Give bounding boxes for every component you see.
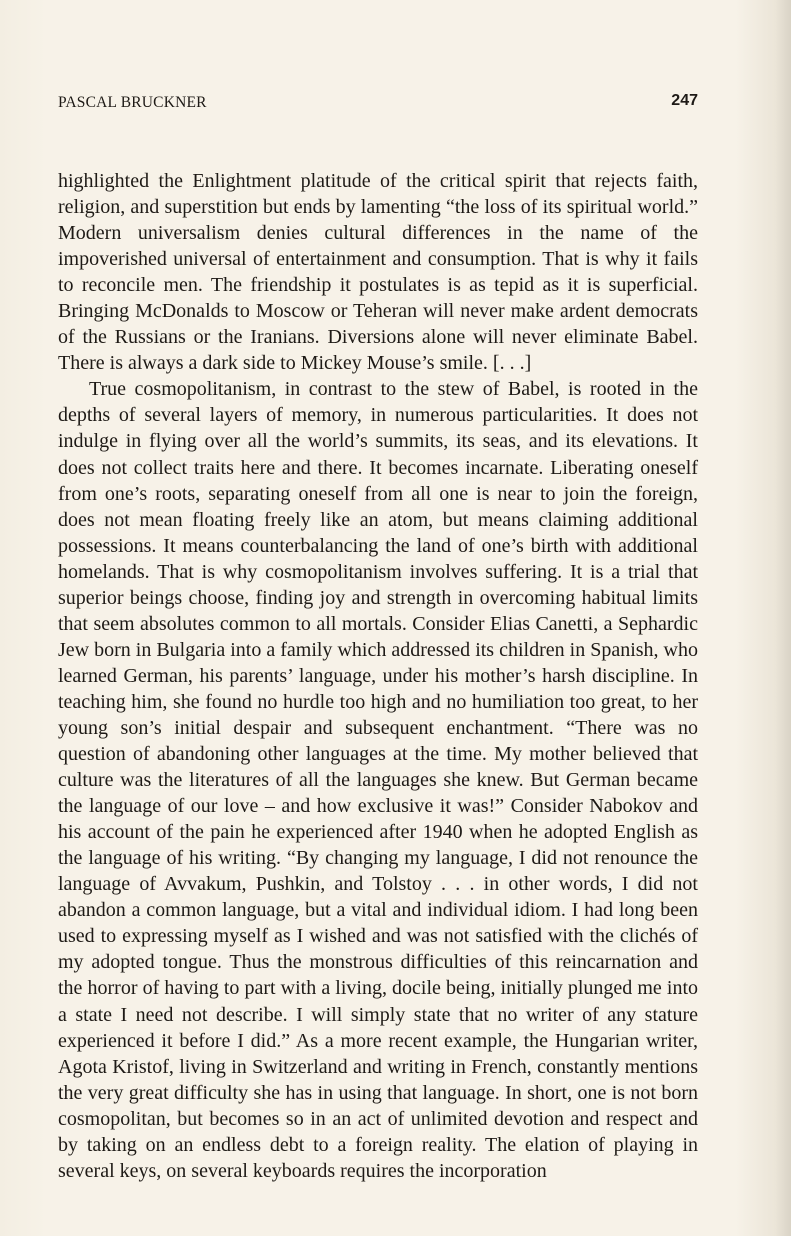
running-head-author: PASCAL BRUCKNER [58, 94, 207, 111]
running-head [58, 94, 698, 116]
paragraph-1: highlighted the Enlightment platitude of the critical spirit that rejects faith, religion, and superstition but ends by lamenting “the loss of its spiritual world.” Modern universalism denies cultural differences in the name of the impoverished universal of entertainment and consumption. That is why it fails to reconcile men. The friendship it postulates is as tepid as it is superficial. Bringing McDonalds to Moscow or Teheran will never make ardent democrats of the Russians or the Iranians. Diversions alone will never eliminate Babel. There is always a dark side to Mickey Mouse’s smile. [. . .] [58, 170, 698, 375]
paragraph-2: True cosmopolitanism, in contrast to the stew of Babel, is rooted in the depths of several layers of memory, in numerous particularities. It does not indulge in flying over all the world’s summits, its seas, and its elevations. It does not collect traits here and there. It becomes incarnate. Liberating oneself from one’s roots, separating oneself from all one is near to join the foreign, does not mean floating freely like an atom, but means claiming additional possessions. It means counterbalancing the land of one’s birth with additional homelands. That is why cosmopolitanism involves suffering. It is a trial that superior beings choose, finding joy and strength in overcoming habitual limits that seem absolutes common to all mortals. Consider Elias Canetti, a Sephardic Jew born in Bulgaria into a family which addressed its children in Spanish, who learned German, his parents’ language, under his mother’s harsh discipline. In teaching him, she found no hurdle too high and no humiliation too great, to her young son’s initial despair and subsequent enchantment. “There was no question of abandoning other languages at the time. My mother believed that culture was the literatures of all the languages she knew. But German became the language of our love – and how exclusive it was!” Consider Nabokov and his account of the pain he experienced after 1940 when he adopted English as the language of his writing. “By changing my language, I did not renounce the language of Avvakum, Pushkin, and Tolstoy . . . in other words, I did not abandon a common language, but a vital and individual idiom. I had long been used to expressing myself as I wished and was not satisfied with the clichés of my adopted tongue. Thus the monstrous difficulties of this reincarnation and the horror of having to part with a living, docile being, initially plunged me into a state I need not describe. I will simply state that no writer of any stature experienced it before I did.” As a more recent example, the Hungarian writer, Agota Kristof, living in Switzerland and writing in French, constantly mentions the very great difficulty she has in using that language. In short, one is not born cosmopolitan, but becomes so in an act of unlimited devotion and respect and by taking on an endless debt to a foreign reality. The elation of playing in several keys, on several keyboards requires the incorporation [58, 378, 698, 1182]
body-text [58, 168, 698, 1184]
page-number: 247 [671, 92, 698, 109]
